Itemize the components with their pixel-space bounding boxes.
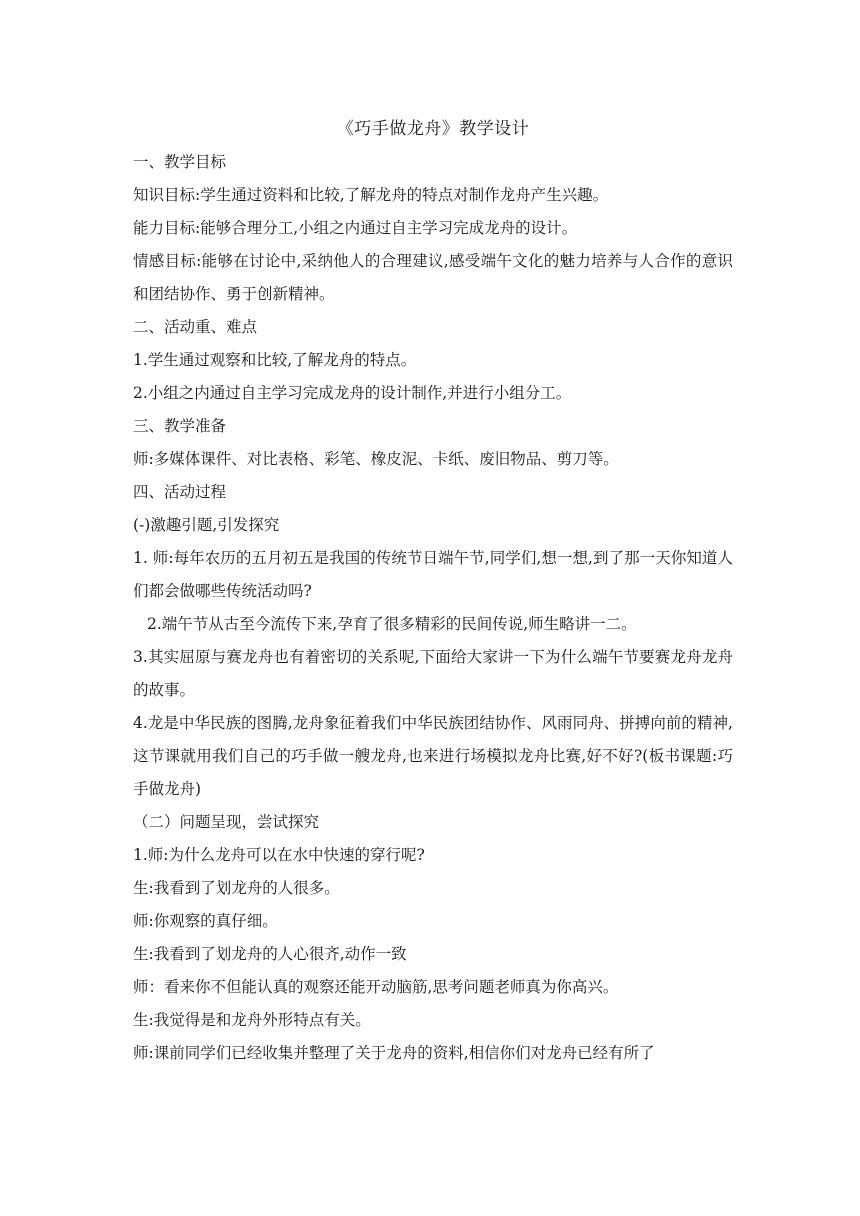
dialogue-student-1: 生:我看到了划龙舟的人很多。 [133,879,340,897]
process-step-4: 4.龙是中华民族的图腾,龙舟象征着我们中华民族团结协作、风雨同舟、拼搏向前的精神,这节课就用我们自己的巧手做一艘龙舟,也来进行场模拟龙舟比赛,好不好?(板书课题:巧手做龙舟) [133,714,733,798]
knowledge-goal: 知识目标:学生通过资料和比较,了解龙舟的特点对制作龙舟产生兴趣。 [133,186,609,204]
subheading-exploration: （二）问题呈现，尝试探究 [133,813,320,831]
heading-teaching-goals: 一、教学目标 [133,153,227,171]
subheading-introduction: (-)激趣引题,引发探究 [133,516,280,534]
dialogue-student-3: 生:我觉得是和龙舟外形特点有关。 [133,1011,371,1029]
key-point-2: 2.小组之内通过自主学习完成龙舟的设计制作,并进行小组分工。 [133,384,572,402]
dialogue-student-2: 生:我看到了划龙舟的人心很齐,动作一致 [133,945,407,963]
heading-preparation: 三、教学准备 [133,417,227,435]
dialogue-teacher-1: 师:你观察的真仔细。 [133,912,278,930]
heading-process: 四、活动过程 [133,483,227,501]
process-step-2: 2.端午节从古至今流传下来,孕育了很多精彩的民间传说,师生略讲一二。 [147,615,637,633]
ability-goal: 能力目标:能够合理分工,小组之内通过自主学习完成龙舟的设计。 [133,219,578,237]
process-step-3: 3.其实屈原与赛龙舟也有着密切的关系呢,下面给大家讲一下为什么端午节要赛龙舟龙舟的故事。 [133,648,733,699]
document-title: 《巧手做龙舟》教学设计 [336,119,530,139]
key-point-1: 1.学生通过观察和比较,了解龙舟的特点。 [133,351,417,369]
preparation-materials: 师:多媒体课件、对比表格、彩笔、橡皮泥、卡纸、废旧物品、剪刀等。 [133,450,619,468]
heading-key-points: 二、活动重、难点 [133,318,258,336]
emotion-goal: 情感目标:能够在讨论中,采纳他人的合理建议,感受端午文化的魅力培养与人合作的意识和团结协作、勇于创新精神。 [133,252,733,303]
dialogue-teacher-3: 师:课前同学们已经收集并整理了关于龙舟的资料,相信你们对龙舟已经有所了 [133,1044,655,1062]
dialogue-teacher-question: 1.师:为什么龙舟可以在水中快速的穿行呢? [133,846,425,864]
dialogue-teacher-2: 师：看来你不但能认真的观察还能开动脑筋,思考问题老师真为你高兴。 [133,978,619,996]
process-step-1: 1. 师:每年农历的五月初五是我国的传统节日端午节,同学们,想一想,到了那一天你知道人们都会做哪些传统活动吗? [133,549,733,600]
document-body [133,112,733,1070]
